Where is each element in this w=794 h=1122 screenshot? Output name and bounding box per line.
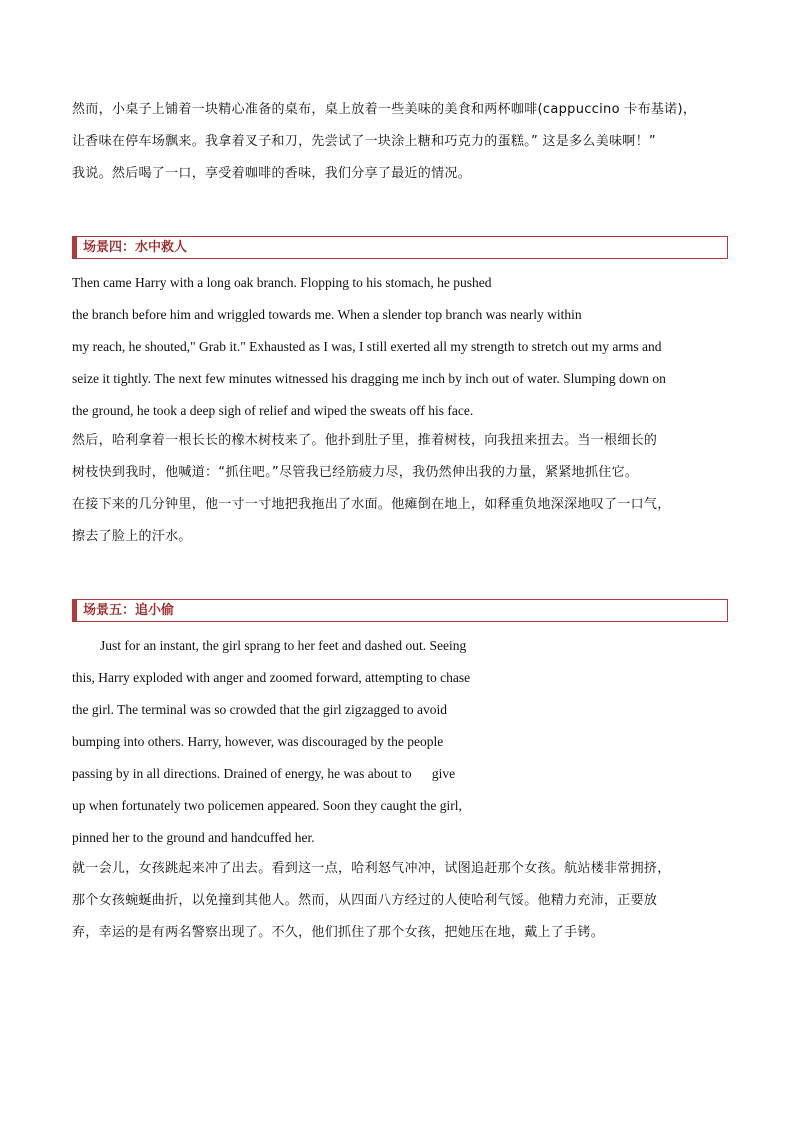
intro-line-2: 让香味在停车场飘来。我拿着叉子和刀，先尝试了一块涂上糖和巧克力的蛋糕。” 这是多么美味啊！”	[72, 134, 656, 149]
scene5-heading: 场景五：追小偷	[83, 603, 175, 618]
scene4-en-line-2: the branch before him and wriggled towards me. When a slender top branch was nearly within	[72, 307, 582, 322]
scene4-heading-box	[72, 236, 728, 259]
scene5-heading-box	[72, 599, 728, 622]
scene5-en-line-2: this, Harry exploded with anger and zoomed forward, attempting to chase	[72, 670, 471, 685]
scene4-en-line-1: Then came Harry with a long oak branch. Flopping to his stomach, he pushed	[72, 275, 492, 290]
scene4-zh-line-4: 擦去了脸上的汗水。	[72, 529, 192, 544]
scene5-en-line-1: Just for an instant, the girl sprang to her feet and dashed out. Seeing	[100, 638, 467, 653]
scene4-heading: 场景四：水中救人	[83, 240, 188, 255]
scene4-zh-line-3: 在接下来的几分钟里，他一寸一寸地把我拖出了水面。他瘫倒在地上，如释重负地深深地叹了一口气，	[72, 497, 671, 512]
heading-accent-bar	[73, 237, 77, 258]
scene4-en-line-4: seize it tightly. The next few minutes witnessed his dragging me inch by inch out of water. Slumping down on	[72, 371, 666, 386]
scene4-zh-line-2: 树枝快到我时，他喊道：“抓住吧。”尽管我已经筋疲力尽，我仍然伸出我的力量，紧紧地抓住它。	[72, 465, 639, 480]
scene5-zh-line-1: 就一会儿，女孩跳起来冲了出去。看到这一点，哈利怒气冲冲，试图追赶那个女孩。航站楼非常拥挤，	[72, 861, 671, 876]
intro-line-3: 我说。然后喝了一口，享受着咖啡的香味，我们分享了最近的情况。	[72, 166, 472, 181]
heading-accent-bar	[73, 600, 77, 621]
scene5-zh-line-2: 那个女孩蜿蜒曲折，以免撞到其他人。然而，从四面八方经过的人使哈利气馁。他精力充沛，正要放	[72, 893, 658, 908]
intro-line-1: 然而，小桌子上铺着一块精心准备的桌布，桌上放着一些美味的美食和两杯咖啡(cappuccino 卡布基诺)，	[72, 102, 697, 117]
scene4-en-line-5: the ground, he took a deep sigh of relief and wiped the sweats off his face.	[72, 403, 474, 418]
scene4-zh-line-1: 然后，哈利拿着一根长长的橡木树枝来了。他扑到肚子里，推着树枝，向我扭来扭去。当一根细长的	[72, 433, 658, 448]
scene5-en-line-7: pinned her to the ground and handcuffed her.	[72, 830, 315, 845]
scene5-en-line-6: up when fortunately two policemen appeared. Soon they caught the girl,	[72, 798, 462, 813]
scene4-en-line-3: my reach, he shouted," Grab it." Exhausted as I was, I still exerted all my strength to stretch out my arms and	[72, 339, 662, 354]
scene5-en-line-5: passing by in all directions. Drained of energy, he was about to give	[72, 766, 456, 781]
scene5-en-line-4: bumping into others. Harry, however, was discouraged by the people	[72, 734, 444, 749]
scene5-en-line-3: the girl. The terminal was so crowded that the girl zigzagged to avoid	[72, 702, 448, 717]
scene5-zh-line-3: 弃，幸运的是有两名警察出现了。不久，他们抓住了那个女孩，把她压在地，戴上了手铐。	[72, 925, 605, 940]
